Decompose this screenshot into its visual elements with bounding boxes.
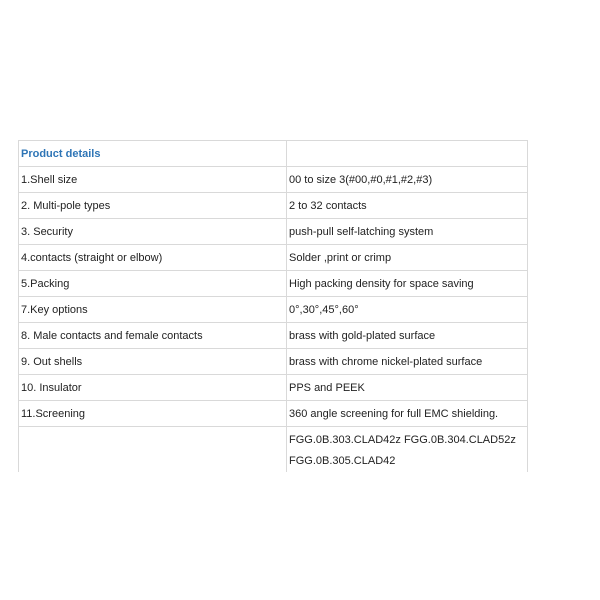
header-cell: Product details (19, 141, 287, 167)
spec-row (19, 219, 528, 245)
spec-value-cell: 360 angle screening for full EMC shielding. (287, 401, 528, 427)
spec-label-cell: 7.Key options (19, 297, 287, 323)
spec-value-cell: push-pull self-latching system (287, 219, 528, 245)
spec-value-cell: 0°,30°,45°,60° (287, 297, 528, 323)
spec-value-cell: brass with gold-plated surface (287, 323, 528, 349)
spec-value-cell: High packing density for space saving (287, 271, 528, 297)
spec-label-cell: 2. Multi-pole types (19, 193, 287, 219)
spec-label-cell: 5.Packing (19, 271, 287, 297)
spec-label-cell: 11.Screening (19, 401, 287, 427)
spec-row (19, 401, 528, 427)
spec-value-cell: brass with chrome nickel-plated surface (287, 349, 528, 375)
spec-label-cell: 10. Insulator (19, 375, 287, 401)
spec-label-cell: 8. Male contacts and female contacts (19, 323, 287, 349)
spec-label-cell: 9. Out shells (19, 349, 287, 375)
header-empty-cell (287, 141, 528, 167)
part-numbers-empty-cell (19, 427, 287, 473)
spec-value-cell: PPS and PEEK (287, 375, 528, 401)
spec-value-cell: 00 to size 3(#00,#0,#1,#2,#3) (287, 167, 528, 193)
spec-value-cell: 2 to 32 contacts (287, 193, 528, 219)
spec-row (19, 193, 528, 219)
spec-row (19, 297, 528, 323)
spec-row (19, 323, 528, 349)
spec-label-cell: 4.contacts (straight or elbow) (19, 245, 287, 271)
spec-label-cell: 3. Security (19, 219, 287, 245)
product-details-table (18, 140, 528, 472)
part-numbers-cell (287, 427, 528, 473)
header-row (19, 141, 528, 167)
part-number-line: FGG.0B.303.CLAD42z FGG.0B.304.CLAD52z (289, 434, 516, 446)
spec-row (19, 271, 528, 297)
spec-row (19, 245, 528, 271)
spec-row (19, 167, 528, 193)
spec-row (19, 349, 528, 375)
part-number-line: FGG.0B.305.CLAD42 (289, 455, 396, 467)
spec-value-cell: Solder ,print or crimp (287, 245, 528, 271)
part-numbers-row (19, 427, 528, 473)
spec-label-cell: 1.Shell size (19, 167, 287, 193)
spec-row (19, 375, 528, 401)
